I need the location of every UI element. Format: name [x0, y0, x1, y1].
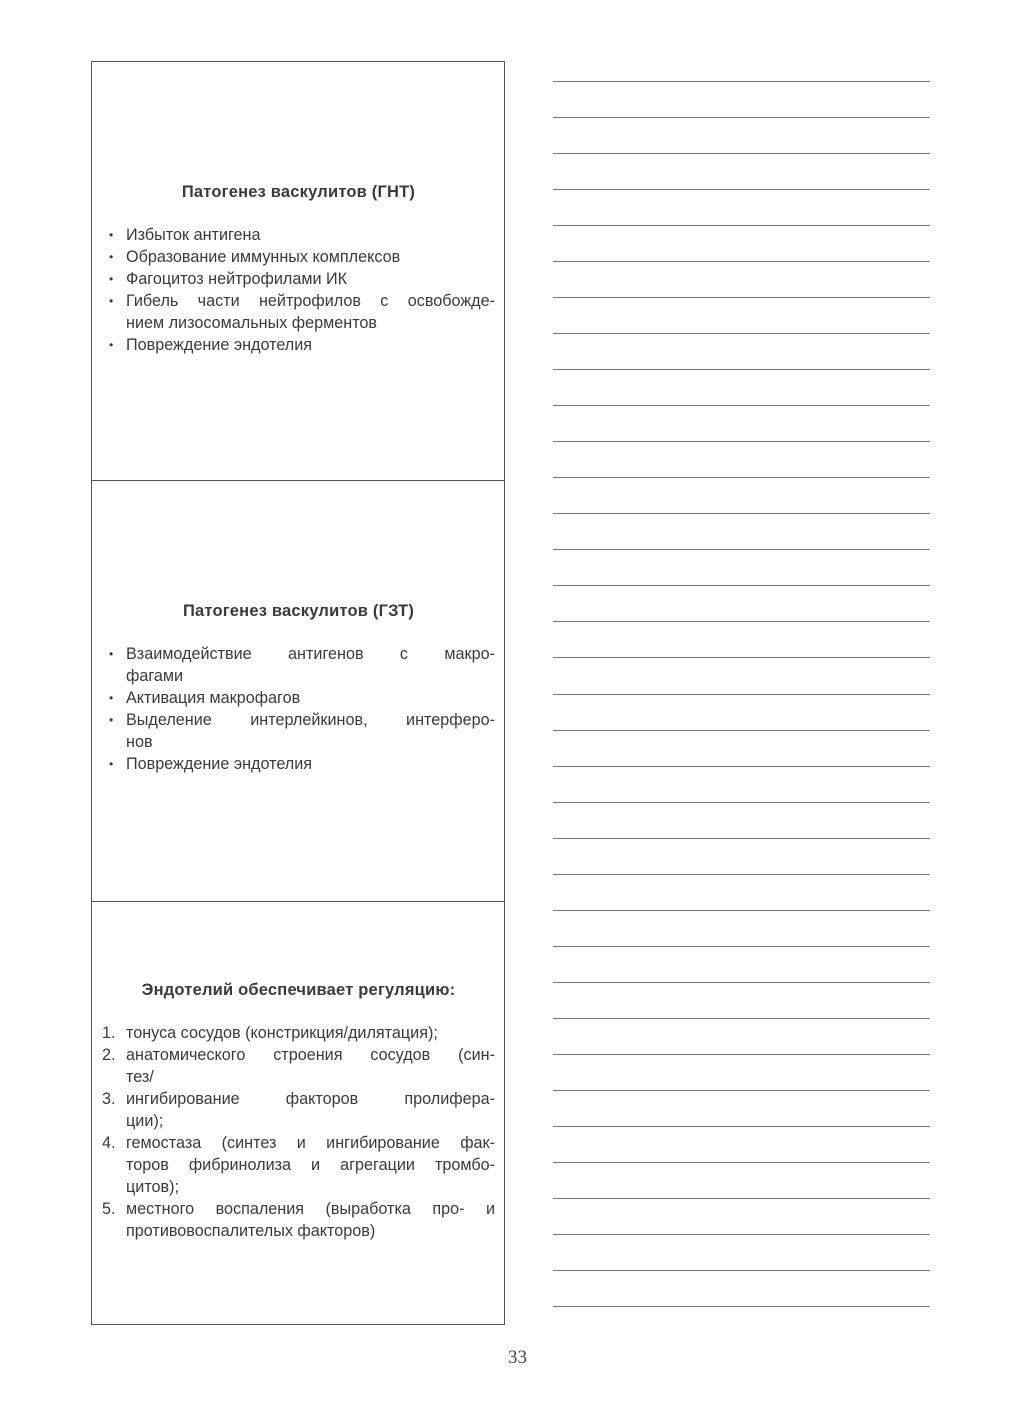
note-line — [553, 369, 930, 370]
note-line — [553, 585, 930, 586]
slide-endothelium — [92, 901, 504, 1324]
note-line — [553, 549, 930, 550]
slide-title: Патогенез васкулитов (ГЗТ) — [182, 602, 415, 620]
note-line — [553, 621, 930, 622]
list-item — [102, 643, 495, 687]
bullet-marker: • — [109, 691, 114, 705]
note-line — [553, 1090, 930, 1091]
note-line — [553, 1162, 930, 1163]
list-item — [102, 1088, 495, 1132]
item-text-line: нием лизосомальных ферментов — [126, 314, 378, 332]
note-line — [553, 153, 930, 154]
note-line — [553, 802, 930, 803]
item-text-line: Выделение интерлейкинов, интерферо- — [126, 711, 495, 729]
item-number: 3. — [102, 1090, 116, 1108]
item-text-line: нов — [126, 733, 153, 751]
note-line — [553, 838, 930, 839]
item-text-line: противовоспалителых факторов) — [126, 1222, 376, 1240]
bullet-list — [102, 643, 495, 775]
note-line — [553, 1234, 930, 1235]
note-line — [553, 117, 930, 118]
item-number: 4. — [102, 1134, 116, 1152]
note-line — [553, 441, 930, 442]
item-text-line: тонуса сосудов (констрикция/дилятация); — [126, 1024, 438, 1042]
item-text-line: гемостаза (синтез и ингибирование фак- — [126, 1134, 495, 1152]
bullet-marker: • — [109, 228, 114, 242]
note-line — [553, 1270, 930, 1271]
item-text-line: торов фибринолиза и агрегации тромбо- — [126, 1156, 495, 1174]
item-number: 1. — [102, 1024, 116, 1042]
note-line — [553, 946, 930, 947]
note-line — [553, 1306, 930, 1307]
item-text-line: анатомического строения сосудов (син- — [126, 1046, 495, 1064]
note-lines — [553, 0, 930, 1414]
list-item — [102, 1044, 495, 1088]
note-line — [553, 261, 930, 262]
item-text-line: Активация макрофагов — [126, 689, 301, 707]
item-text-line: Взаимодействие антигенов с макро- — [126, 645, 495, 663]
list-item — [102, 1132, 495, 1198]
note-line — [553, 1018, 930, 1019]
note-line — [553, 1054, 930, 1055]
item-text-line: Избыток антигена — [126, 226, 261, 244]
bullet-list — [102, 224, 495, 356]
note-line — [553, 694, 930, 695]
note-line — [553, 730, 930, 731]
slides-column — [91, 61, 505, 1325]
note-line — [553, 982, 930, 983]
slide-gzt — [92, 480, 504, 901]
list-item — [102, 290, 495, 334]
list-item — [102, 709, 495, 753]
bullet-marker: • — [109, 338, 114, 352]
slide-title: Эндотелий обеспечивает регуляцию: — [141, 981, 456, 999]
item-text-line: ции); — [126, 1112, 164, 1130]
bullet-marker: • — [109, 647, 114, 661]
item-text-line: Фагоцитоз нейтрофилами ИК — [126, 270, 348, 288]
note-line — [553, 81, 930, 82]
item-text-line: Образование иммунных комплексов — [126, 248, 401, 266]
note-line — [553, 513, 930, 514]
note-line — [553, 297, 930, 298]
list-item — [102, 268, 495, 290]
item-text-line: цитов); — [126, 1178, 180, 1196]
numbered-list — [102, 1022, 495, 1242]
note-line — [553, 766, 930, 767]
bullet-marker: • — [109, 713, 114, 727]
item-text-line: Повреждение эндотелия — [126, 755, 313, 773]
note-line — [553, 333, 930, 334]
bullet-marker: • — [109, 272, 114, 286]
list-item — [102, 1198, 495, 1242]
bullet-marker: • — [109, 294, 114, 308]
list-item — [102, 246, 495, 268]
item-text-line: фагами — [126, 667, 184, 685]
slide-gnt — [92, 62, 504, 480]
page-number: 33 — [508, 1347, 527, 1368]
list-item — [102, 1022, 495, 1044]
note-line — [553, 477, 930, 478]
note-line — [553, 405, 930, 406]
slide-title: Патогенез васкулитов (ГНТ) — [181, 183, 416, 201]
item-text-line: местного воспаления (выработка про- и — [126, 1200, 495, 1218]
note-line — [553, 657, 930, 658]
list-item — [102, 753, 495, 775]
list-item — [102, 224, 495, 246]
bullet-marker: • — [109, 250, 114, 264]
bullet-marker: • — [109, 757, 114, 771]
note-line — [553, 1126, 930, 1127]
item-text-line: ингибирование факторов пролифера- — [126, 1090, 495, 1108]
note-line — [553, 1198, 930, 1199]
note-line — [553, 225, 930, 226]
list-item — [102, 687, 495, 709]
item-number: 2. — [102, 1046, 116, 1064]
item-number: 5. — [102, 1200, 116, 1218]
list-item — [102, 334, 495, 356]
note-line — [553, 874, 930, 875]
item-text-line: Повреждение эндотелия — [126, 336, 313, 354]
note-line — [553, 189, 930, 190]
item-text-line: Гибель части нейтрофилов с освобожде- — [126, 292, 495, 310]
item-text-line: тез/ — [126, 1068, 154, 1086]
note-line — [553, 910, 930, 911]
